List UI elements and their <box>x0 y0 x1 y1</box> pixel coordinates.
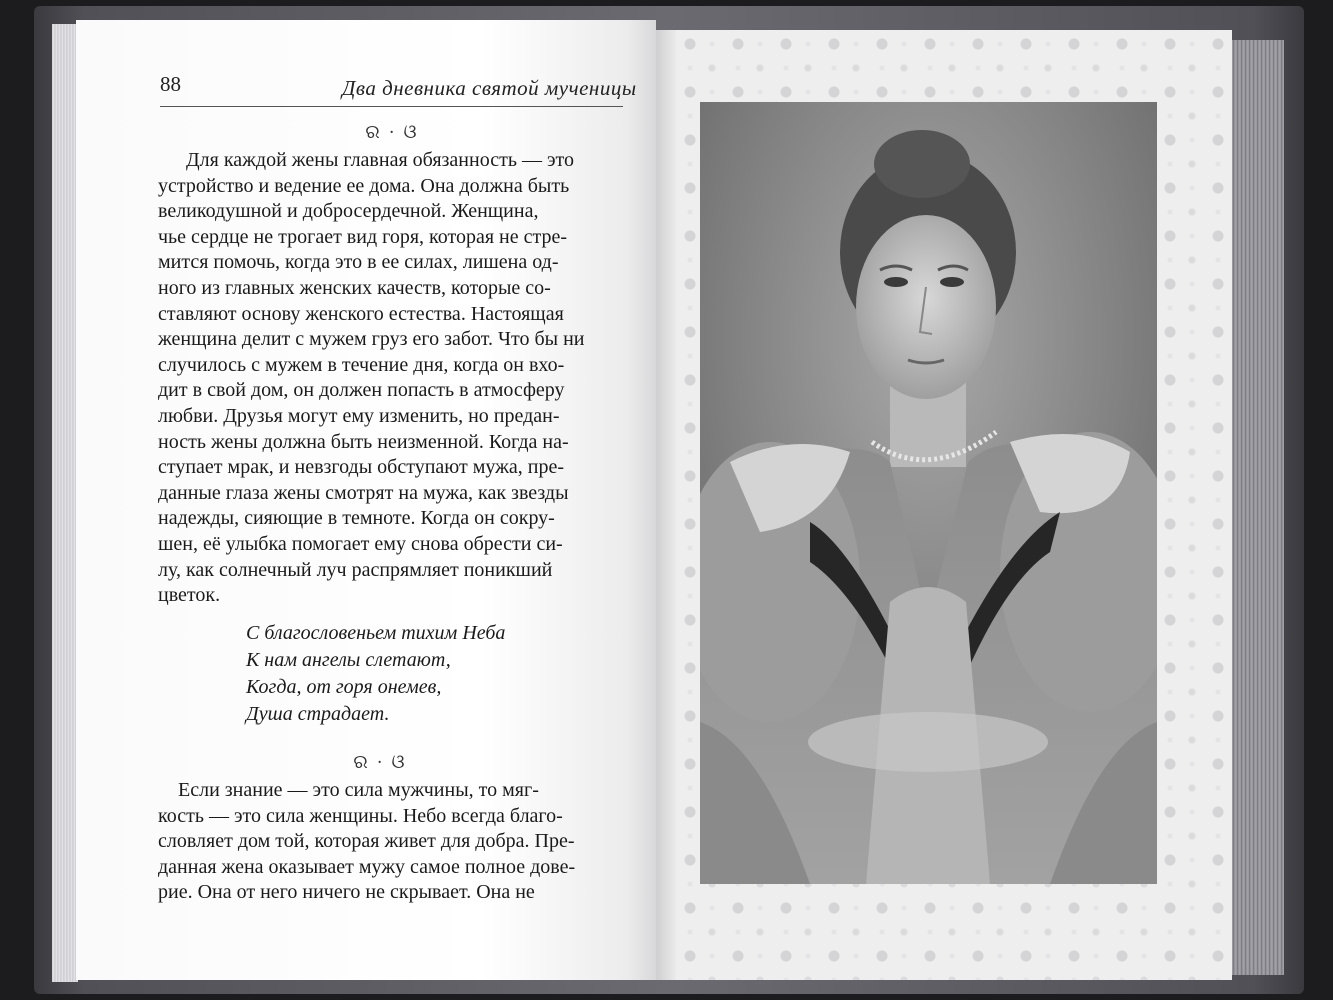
paragraph-2-text <box>158 778 616 906</box>
paragraph-1-line: цветок. <box>158 584 221 607</box>
paragraph-1-line: женщина делит с мужем груз его забот. Что бы ни <box>158 328 585 351</box>
paragraph-1-line: любви. Друзья могут ему изменить, но предан- <box>158 404 560 427</box>
paragraph-2-line: словляет дом той, которая живет для добра. Пре- <box>158 830 575 853</box>
paragraph-1-line: чье сердце не трогает вид горя, которая не стре- <box>158 225 568 248</box>
paragraph-1-line: Для каждой жены главная обязанность — это <box>186 149 575 171</box>
running-title: Два дневника святой мученицы <box>342 76 637 100</box>
paragraph-1 <box>158 148 616 609</box>
paragraph-2-line: рие. Она от него ничего не скрывает. Она не <box>158 881 535 904</box>
paragraph-1-line: мится помочь, когда это в ее силах, лишена од- <box>158 251 559 274</box>
poem <box>246 620 505 728</box>
poem-line: Душа страдает. <box>246 703 390 725</box>
paragraph-1-line: устройство и ведение ее дома. Она должна быть <box>158 174 570 197</box>
page-number: 88 <box>160 72 181 96</box>
ornament-divider-top: ର · ଓ <box>365 122 419 143</box>
poem-line: Когда, от горя онемев, <box>246 676 442 698</box>
paragraph-1-line: дит в свой дом, он должен попасть в атмосферу <box>158 379 565 402</box>
paragraph-2-line: Если знание — это сила мужчины, то мяг- <box>178 779 539 801</box>
page-edges-right <box>1226 40 1284 975</box>
paragraph-2 <box>158 778 616 906</box>
paragraph-1-line: ставляют основу женского естества. Настоящая <box>158 302 564 325</box>
paragraph-1-line: случилось с мужем в течение дня, когда он вхо- <box>158 353 565 376</box>
header-rule <box>160 106 623 107</box>
paragraph-1-line: ного из главных женских качеств, которые со- <box>158 276 551 299</box>
paragraph-2-line: данная жена оказывает мужу самое полное дове- <box>158 855 576 878</box>
paragraph-1-line: лу, как солнечный луч распрямляет поникший <box>158 558 553 581</box>
paragraph-1-line: надежды, сияющие в темноте. Когда он сокру- <box>158 507 555 530</box>
paragraph-1-line: ность жены должна быть неизменной. Когда на- <box>158 430 569 453</box>
page-edges-left <box>52 24 78 982</box>
portrait-photo <box>700 102 1157 884</box>
paragraph-2-line: кость — это сила женщины. Небо всегда благо- <box>158 804 563 827</box>
paragraph-1-line: ступает мрак, и невзгоды обступают мужа, пре- <box>158 456 565 479</box>
paragraph-1-line: великодушной и добросердечной. Женщина, <box>158 200 539 223</box>
paragraph-1-line: данные глаза жены смотрят на мужа, как звезды <box>158 481 569 504</box>
poem-line: С благословеньем тихим Неба <box>246 622 506 644</box>
portrait-illustration <box>700 102 1157 884</box>
ornament-divider-middle: ର · ଓ <box>353 752 407 773</box>
paragraph-1-text <box>158 148 616 609</box>
poem-line: К нам ангелы слетают, <box>246 649 451 671</box>
paragraph-1-line: шен, её улыбка помогает ему снова обрести си- <box>158 532 563 555</box>
